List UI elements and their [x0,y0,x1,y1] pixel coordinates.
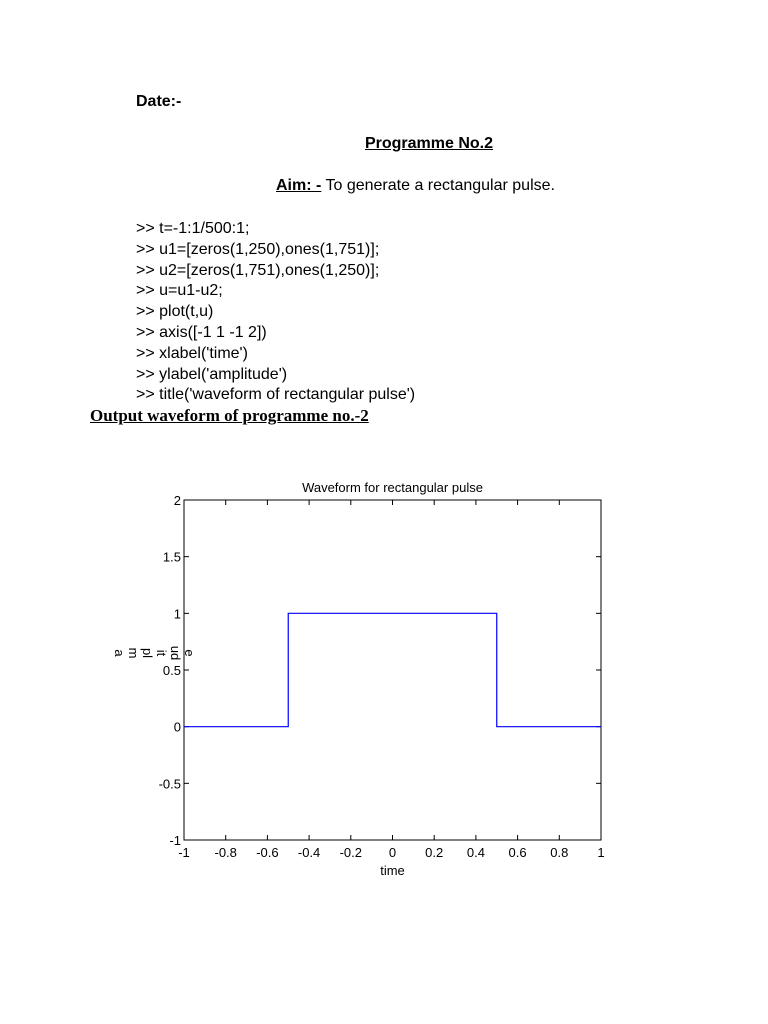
y-axis-label-glyph: ud [168,645,183,661]
code-line: >> ylabel('amplitude') [136,365,288,383]
x-tick-label: -0.6 [256,845,279,860]
x-tick-label: -1 [178,845,190,860]
y-tick-label: 0 [173,719,181,735]
x-tick-label: -0.2 [339,845,363,860]
date-label: Date:- [136,93,182,110]
code-line: >> axis([-1 1 -1 2]) [136,323,267,341]
aim-label: Aim: - [276,177,322,194]
x-tick-label: 0.2 [425,845,444,860]
y-axis-label-glyph: m [126,647,141,659]
y-axis-label-glyph: pl [140,647,155,659]
aim-text: To generate a rectangular pulse. [321,177,555,194]
y-axis-label-glyph: a [112,649,127,657]
y-tick-label: 1 [173,606,181,622]
code-line: >> u2=[zeros(1,751),ones(1,250)]; [136,261,380,279]
code-line: >> t=-1:1/500:1; [136,220,250,237]
code-line: >> xlabel('time') [136,344,248,362]
program-title: Programme No.2 [364,135,494,152]
y-tick-label: 1.5 [162,549,181,565]
code-line: >> plot(t,u) [136,303,214,321]
x-tick-label: 0.8 [550,845,569,860]
x-tick-label: 0.4 [466,845,485,860]
x-tick-label: -0.8 [214,845,237,860]
code-line: >> u=u1-u2; [136,282,223,300]
output-heading: Output waveform of programme no.-2 [90,406,369,425]
x-tick-label: 0 [388,845,397,860]
y-tick-label: 0.5 [162,663,181,678]
x-tick-label: 0.6 [508,845,527,860]
x-tick-label: -0.4 [297,845,321,860]
x-tick-label: 1 [597,845,605,860]
y-tick-label: -0.5 [158,776,181,792]
y-axis-label-glyph: it [154,649,169,657]
code-line: >> u1=[zeros(1,250),ones(1,751)]; [136,240,380,258]
y-tick-label: 2 [173,493,181,508]
y-tick-label: -1 [169,833,181,848]
code-line: >> title('waveform of rectangular pulse') [136,386,416,404]
chart-title: Waveform for rectangular pulse [302,480,483,495]
x-axis-label: time [380,863,405,878]
pulse-series-line [184,613,601,726]
y-axis-label-glyph: e [182,649,197,657]
plot-frame [184,500,601,840]
